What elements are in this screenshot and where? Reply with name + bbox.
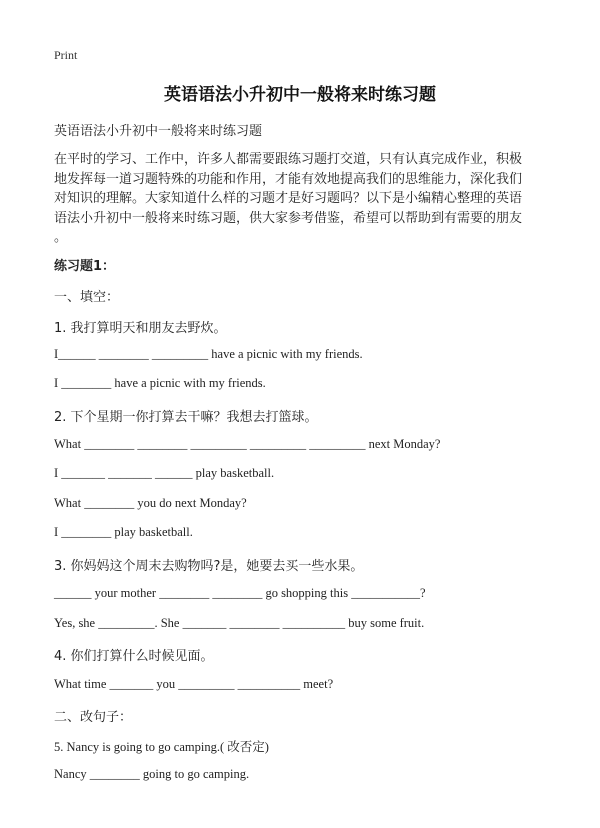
question-3-line-2: Yes, she _________. She _______ ________ __________ buy some fruit. <box>54 616 425 630</box>
question-3-line-1: ______ your mother ________ ________ go shopping this ___________? <box>54 586 426 600</box>
subtitle: 英语语法小升初中一般将来时练习题 <box>54 124 263 139</box>
intro-line: 在平时的学习、工作中，许多人都需要跟练习题打交道，只有认真完成作业，积极 <box>54 152 523 167</box>
print-link[interactable]: Print <box>54 48 78 62</box>
page-title: 英语语法小升初中一般将来时练习题 <box>164 85 436 105</box>
question-2-line-4: I ________ play basketball. <box>54 525 193 539</box>
question-1-prompt: 1. 我打算明天和朋友去野炊。 <box>54 321 227 336</box>
question-5-line-1: Nancy ________ going to go camping. <box>54 767 250 781</box>
intro-line: 地发挥每一道习题特殊的功能和作用，才能有效地提高我们的思维能力，深化我们 <box>54 171 523 187</box>
intro-line: 对知识的理解。大家知道什么样的习题才是好习题吗？以下是小编精心整理的英语 <box>54 191 523 206</box>
section-heading-rewrite: 二、改句子： <box>54 710 133 725</box>
question-1-line-2: I ________ have a picnic with my friends. <box>54 376 266 390</box>
question-4-line-1: What time _______ you _________ __________ meet? <box>54 677 334 691</box>
exercise-heading: 练习题1： <box>54 259 116 274</box>
question-1-line-1: I______ ________ _________ have a picnic with my friends. <box>54 347 363 361</box>
intro-line: 。 <box>54 230 68 245</box>
intro-line: 语法小升初中一般将来时练习题，供大家参考借鉴，希望可以帮助到有需要的朋友 <box>54 210 523 226</box>
question-5-prompt: 5. Nancy is going to go camping.( 改否定) <box>54 740 269 754</box>
intro-paragraph <box>54 150 554 248</box>
question-4-prompt: 4. 你们打算什么时候见面。 <box>54 649 214 664</box>
question-2-line-1: What ________ ________ _________ _________ _________ next Monday? <box>54 437 441 451</box>
question-3-prompt: 3. 你妈妈这个周末去购物吗?是，她要去买一些水果。 <box>54 559 364 574</box>
question-2-line-3: What ________ you do next Monday? <box>54 496 247 510</box>
section-heading-fill: 一、填空： <box>54 290 120 305</box>
question-2-line-2: I _______ _______ ______ play basketball. <box>54 466 275 480</box>
question-2-prompt: 2. 下个星期一你打算去干嘛？我想去打篮球。 <box>54 410 318 425</box>
